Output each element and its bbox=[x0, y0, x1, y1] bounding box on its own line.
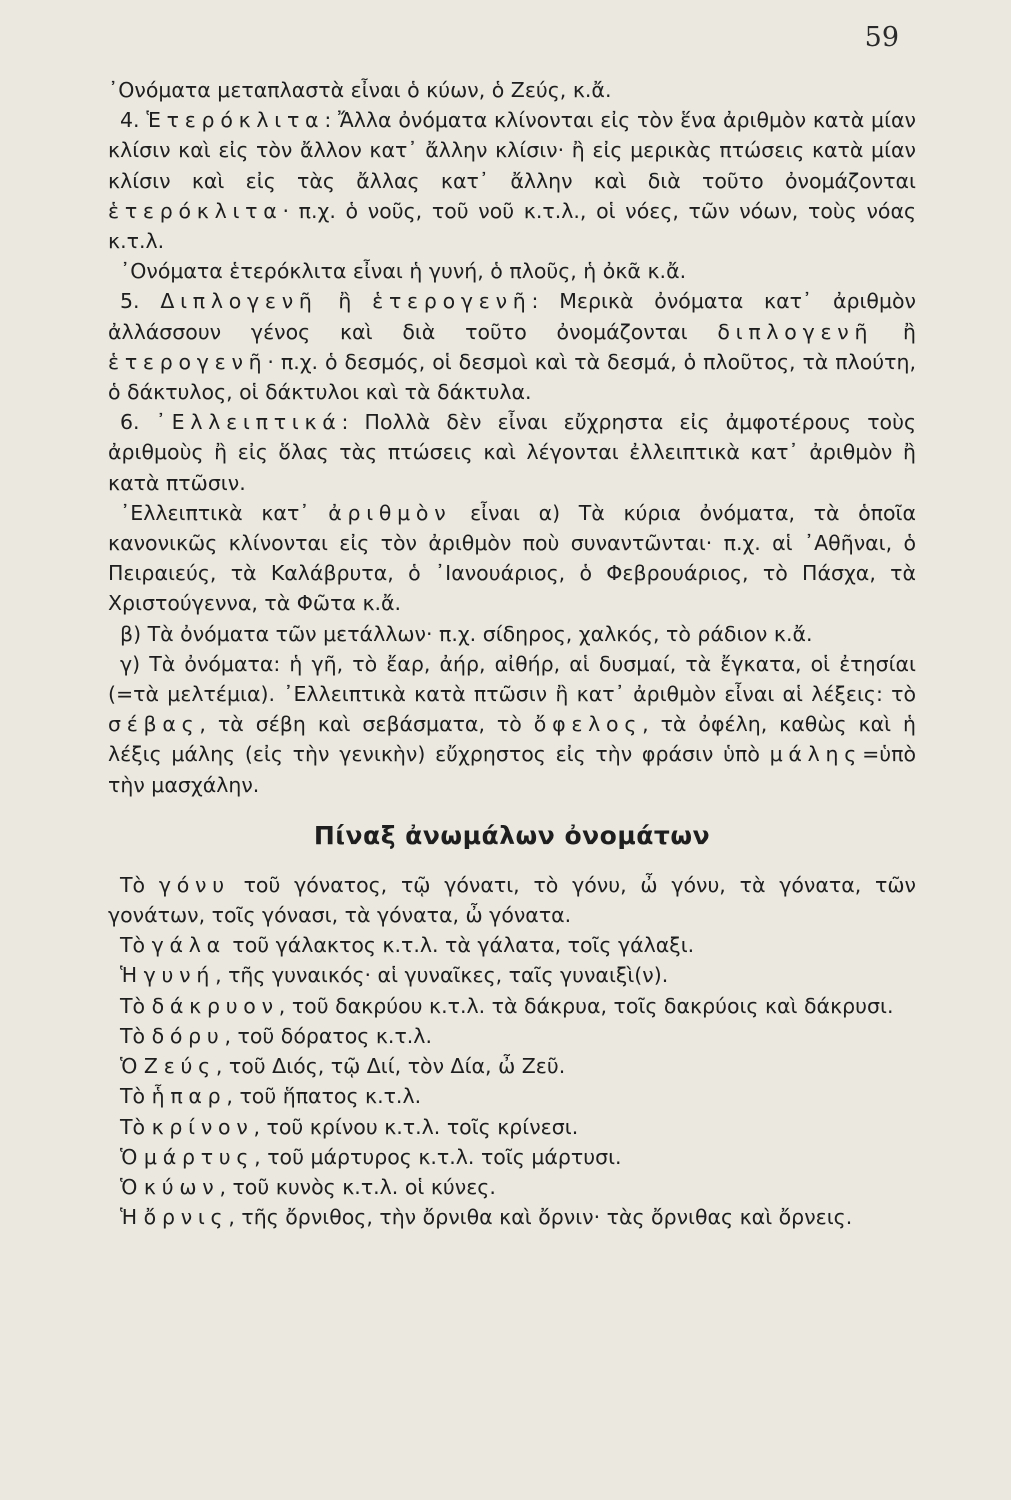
irregular-nouns-list bbox=[108, 870, 916, 1232]
term-heterogeni-inline: ἑτερογενῆ bbox=[108, 349, 268, 374]
list-item bbox=[108, 1172, 916, 1202]
paragraph-text: : Μερικὰ ὀνόματα κατ᾿ ἀριθμὸν ἀλλάσσουν γένος καὶ διὰ τοῦτο ὀνομάζονται bbox=[108, 289, 916, 344]
term-ofelos: ὄφελος bbox=[533, 712, 643, 737]
list-item bbox=[108, 1202, 916, 1232]
paragraph-text: ἢ bbox=[317, 289, 373, 314]
paragraph-text: γ) Τὰ ὀνόματα: ἡ γῆ, τὸ ἔαρ, ἀήρ, αἰθήρ, αἱ δυσμαί, τὰ ἔγκατα, οἱ ἐτησίαι (=τὰ μελτέμια). ᾿Ελλειπτικὰ κατὰ πτῶσιν ἢ κατ᾿ ἀριθμὸν εἶναι αἱ λέξεις: τὸ bbox=[108, 651, 916, 707]
entry-forms: τοῦ γάλακτος κ.τ.λ. τὰ γάλατα, τοῖς γάλαξι. bbox=[225, 933, 695, 958]
list-item bbox=[108, 1051, 916, 1081]
entry-article: Ὁ bbox=[120, 1144, 144, 1169]
paragraph-text: ᾿Ελλειπτικὰ κατ᾿ bbox=[120, 500, 329, 525]
entry-article: Τὸ bbox=[120, 1114, 152, 1139]
entry-article: Τὸ bbox=[120, 993, 152, 1018]
term-heteroklita-inline: ἑτερόκλιτα bbox=[108, 198, 283, 223]
paragraph-metaplasta: ᾿Ονόματα μεταπλαστὰ εἶναι ὁ κύων, ὁ Ζεύς, κ.ἄ. bbox=[108, 78, 612, 102]
paragraph-text: , τὰ ὀφέλη, καθὼς καὶ ἡ λέξις μάλης (εἰς τὴν γενικὴν) εὔχρηστος εἰς τὴν φράσιν ὑπὸ bbox=[108, 712, 916, 767]
paragraph-text: · π.χ. ὁ νοῦς, τοῦ νοῦ κ.τ.λ., οἱ νόες, τῶν νόων, τοὺς νόας κ.τ.λ. bbox=[108, 198, 916, 254]
list-item bbox=[108, 1081, 916, 1111]
entry-forms: , τῆς ὄρνιθος, τὴν ὄρνιθα καὶ ὄρνιν· τὰς ὄρνιθας καὶ ὄρνεις. bbox=[228, 1205, 853, 1230]
entry-article: Τὸ bbox=[120, 872, 159, 897]
section-number: 6. bbox=[120, 410, 156, 435]
term-sevas: σέβας bbox=[108, 712, 200, 737]
paragraph-text: : Ἄλλα ὀνόματα κλίνονται εἰς τὸν ἕνα ἀριθμὸν κατὰ μίαν κλίσιν καὶ εἰς τὸν ἄλλον κατ᾿ ἄλλην κλίσιν· ἢ εἰς μερικὰς πτώσεις κατὰ μίαν κλίσιν καὶ εἰς τὰς ἄλλας κατ᾿ ἄλλην καὶ διὰ τοῦτο ὀνομάζονται bbox=[108, 108, 916, 193]
entry-forms: , τοῦ δόρατος κ.τ.λ. bbox=[224, 1023, 432, 1048]
entry-article: Ἡ bbox=[120, 963, 144, 988]
entry-headword: Ζεύς bbox=[143, 1054, 216, 1079]
entry-headword: δάκρυον bbox=[151, 993, 279, 1018]
paragraph-metallon: β) Τὰ ὀνόματα τῶν μετάλλων· π.χ. σίδηρος, χαλκός, τὸ ράδιον κ.ἄ. bbox=[120, 621, 813, 646]
entry-headword: κρίνον bbox=[151, 1114, 254, 1139]
entry-headword: ἧπαρ bbox=[151, 1084, 227, 1109]
page-number: 59 bbox=[864, 22, 899, 53]
entry-forms: , τοῦ Διός, τῷ Διί, τὸν Δία, ὦ Ζεῦ. bbox=[215, 1054, 566, 1079]
list-item bbox=[108, 1142, 916, 1172]
paragraph-diplogeni bbox=[108, 286, 916, 407]
entry-article: Τὸ bbox=[120, 1023, 152, 1048]
term-heteroklita: Ἑτερόκλιτα bbox=[146, 108, 325, 133]
paragraph-text: ἢ bbox=[873, 319, 917, 344]
paragraph-elleiptika bbox=[108, 407, 916, 498]
term-diplogeni: Διπλογενῆ bbox=[160, 289, 318, 314]
entry-forms: , τοῦ ἥπατος κ.τ.λ. bbox=[226, 1084, 422, 1109]
term-arithmon: ἀριθμὸν bbox=[328, 500, 452, 525]
term-diplogeni-inline: διπλογενῆ bbox=[717, 319, 874, 344]
list-item bbox=[108, 1112, 916, 1142]
entry-headword: μάρτυς bbox=[143, 1144, 255, 1169]
list-item bbox=[108, 960, 916, 990]
entry-article: Τὸ bbox=[120, 1084, 152, 1109]
list-item bbox=[108, 991, 916, 1021]
entry-headword: δόρυ bbox=[151, 1023, 225, 1048]
entry-forms: , τῆς γυναικός· αἱ γυναῖκες, ταῖς γυναιξὶ(ν). bbox=[215, 963, 669, 988]
entry-forms: , τοῦ δακρύου κ.τ.λ. τὰ δάκρυα, τοῖς δακρύοις καὶ δάκρυσι. bbox=[278, 993, 894, 1018]
list-item bbox=[108, 1021, 916, 1051]
entry-article: Ὁ bbox=[120, 1054, 144, 1079]
entry-article: Ἡ bbox=[120, 1205, 144, 1230]
section-heading: Πίναξ ἀνωμάλων ὀνομάτων bbox=[313, 820, 711, 850]
entry-headword: γόνυ bbox=[158, 872, 230, 897]
paragraph-heteroklita-examples: ᾿Ονόματα ἑτερόκλιτα εἶναι ἡ γυνή, ὁ πλοῦς, ἡ ὀκᾶ κ.ἄ. bbox=[120, 259, 687, 284]
entry-headword: γάλα bbox=[151, 933, 226, 958]
page-body bbox=[108, 75, 916, 1232]
term-malis: μάλης bbox=[769, 742, 863, 767]
entry-headword: ὄρνις bbox=[143, 1205, 229, 1230]
paragraph-text: , τὰ σέβη καὶ σεβάσματα, τὸ bbox=[199, 712, 534, 737]
list-item bbox=[108, 930, 916, 960]
entry-headword: κύων bbox=[143, 1174, 220, 1199]
paragraph-onomata-gamma bbox=[108, 649, 916, 800]
paragraph-text: =ὑπὸ τὴν μασχάλην. bbox=[108, 742, 916, 797]
entry-headword: γυνή bbox=[143, 963, 216, 988]
paragraph-text: εἶναι α) Τὰ κύρια ὀνόματα, τὰ ὁποῖα κανονικῶς κλίνονται εἰς τὸν ἀριθμὸν ποὺ συναντῶνται· π.χ. αἱ ᾿Αθῆναι, ὁ Πειραιεύς, τὰ Καλάβρυτα, ὁ ᾿Ιανουάριος, ὁ Φεβρουάριος, τὸ Πάσχα, τὰ Χριστούγεννα, τὰ Φῶτα κ.ἄ. bbox=[108, 500, 917, 616]
entry-article: Τὸ bbox=[120, 933, 152, 958]
list-item bbox=[108, 870, 916, 930]
entry-forms: , τοῦ κρίνου κ.τ.λ. τοῖς κρίνεσι. bbox=[253, 1114, 579, 1139]
entry-forms: , τοῦ κυνὸς κ.τ.λ. οἱ κύνες. bbox=[219, 1174, 496, 1199]
paragraph-text: : Πολλὰ δὲν εἶναι εὔχρηστα εἰς ἀμφοτέρους τοὺς ἀριθμοὺς ἢ εἰς ὅλας τὰς πτώσεις καὶ λέγονται ἐλλειπτικὰ κατ᾿ ἀριθμὸν ἢ κατὰ πτῶσιν. bbox=[108, 410, 916, 495]
term-heterogeni: ἑτερογενῆ bbox=[372, 289, 532, 314]
paragraph-text: · π.χ. ὁ δεσμός, οἱ δεσμοὶ καὶ τὰ δεσμά, ὁ πλοῦτος, τὰ πλούτη, ὁ δάκτυλος, οἱ δάκτυλοι καὶ τὰ δάκτυλα. bbox=[108, 349, 916, 405]
section-number: 4. bbox=[120, 108, 147, 133]
entry-article: Ὁ bbox=[120, 1174, 144, 1199]
term-elleiptika: ᾿Ελλειπτικά bbox=[155, 410, 342, 435]
section-number: 5. bbox=[120, 289, 161, 314]
entry-forms: τοῦ γόνατος, τῷ γόνατι, τὸ γόνυ, ὦ γόνυ, τὰ γόνατα, τῶν γονάτων, τοῖς γόνασι, τὰ γόνατα, ὦ γόνατα. bbox=[108, 872, 916, 928]
entry-forms: , τοῦ μάρτυρος κ.τ.λ. τοῖς μάρτυσι. bbox=[254, 1144, 622, 1169]
paragraph-elleiptika-arithmon bbox=[108, 498, 916, 619]
paragraph-heteroklita bbox=[108, 105, 916, 256]
